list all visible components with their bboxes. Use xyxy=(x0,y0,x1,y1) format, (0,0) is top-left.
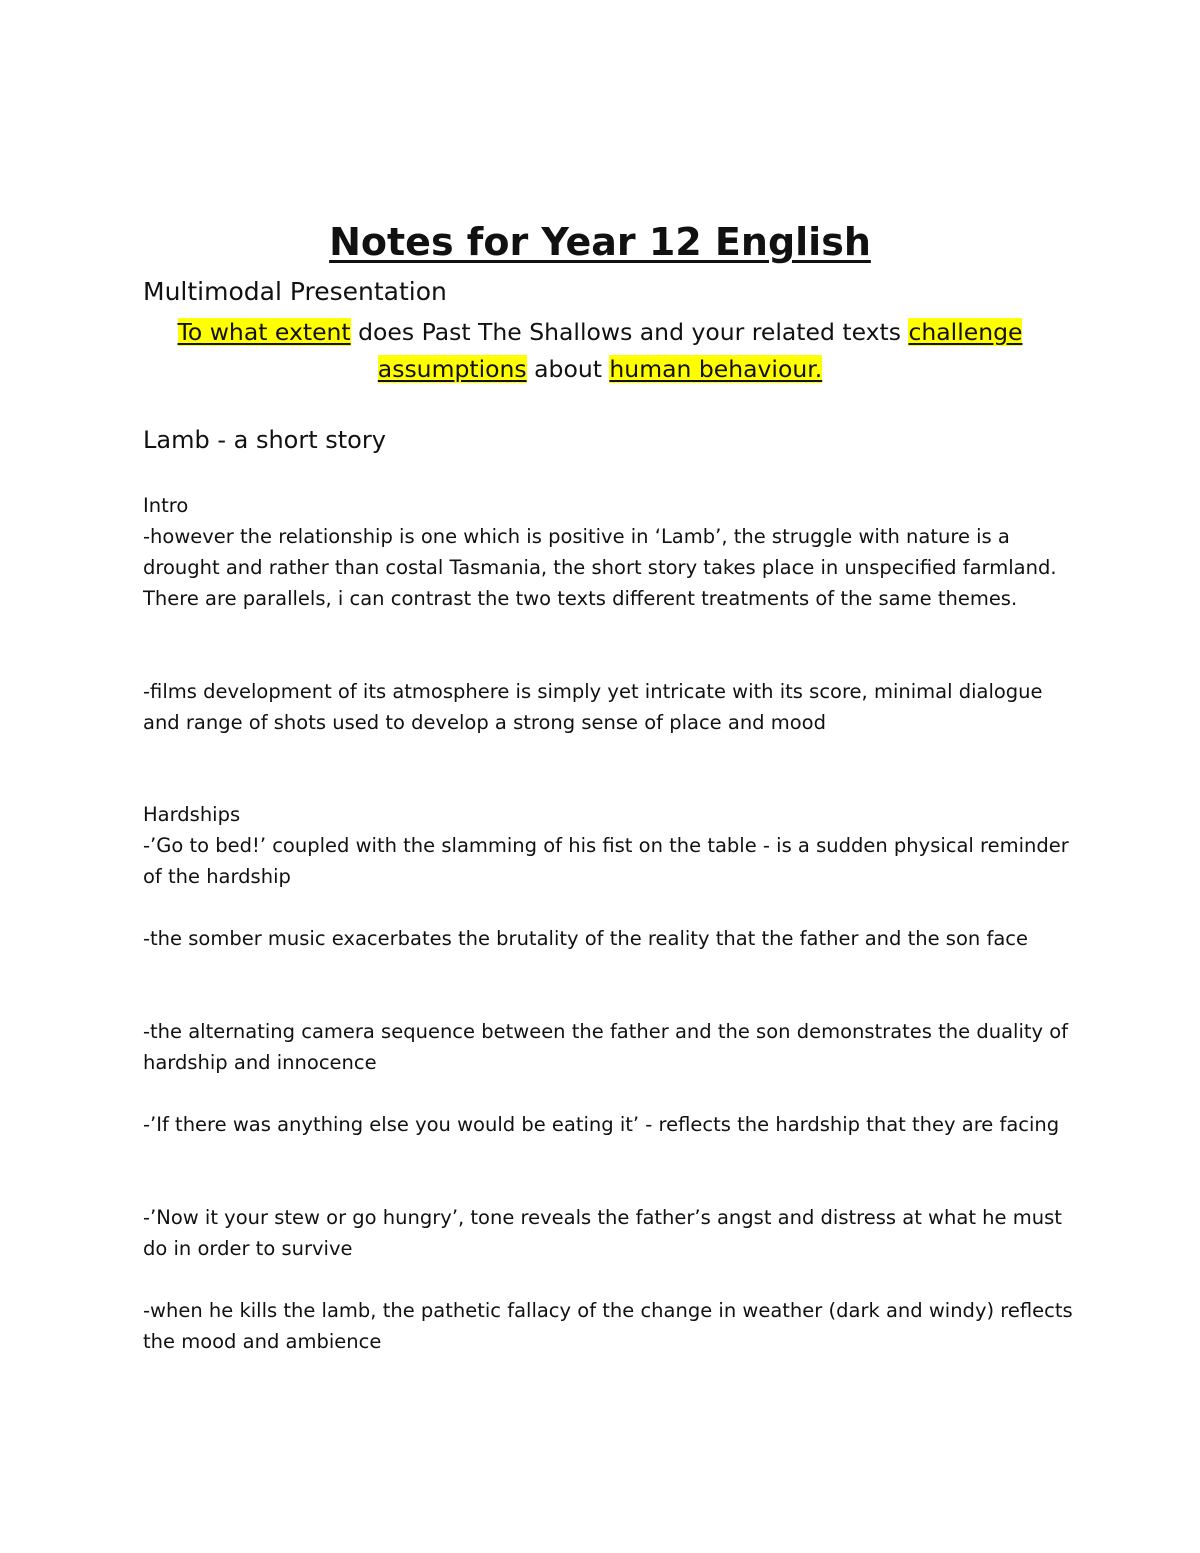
intro-heading: Intro xyxy=(143,494,189,517)
hardships-paragraph-3: -the alternating camera sequence between the father and the son demonstrates the duality of hardship and innocence xyxy=(143,1020,1069,1074)
intro-paragraph-1: -however the relationship is one which is positive in ‘Lamb’, the struggle with nature is a drought and rather than costal Tasmania, the short story takes place in unspecified farmland. There are parallels, i can contrast the two texts different treatments of the same themes. xyxy=(143,525,1057,610)
subtitle: Multimodal Presentation xyxy=(143,277,447,306)
highlight-challenge-assumptions: challenge assumptions xyxy=(377,318,1023,383)
hardships-paragraph-2: -the somber music exacerbates the brutality of the reality that the father and the son face xyxy=(143,927,1028,950)
question-text-2: about xyxy=(526,355,610,383)
intro-paragraph-2: -films development of its atmosphere is simply yet intricate with its score, minimal dialogue and range of shots used to develop a strong sense of place and mood xyxy=(143,680,1043,734)
hardships-paragraph-5: -’Now it your stew or go hungry’, tone reveals the father’s angst and distress at what he must do in order to survive xyxy=(143,1206,1062,1260)
page-title: Notes for Year 12 English xyxy=(329,220,871,264)
hardships-paragraph-4: -’If there was anything else you would be eating it’ - reflects the hardship that they are facing xyxy=(143,1113,1060,1136)
highlight-human-behaviour: human behaviour. xyxy=(609,355,823,383)
highlight-to-what-extent: To what extent xyxy=(177,318,351,346)
question-text-1: does Past The Shallows and your related texts xyxy=(350,318,909,346)
hardships-paragraph-1: -’Go to bed!’ coupled with the slamming of his fist on the table - is a sudden physical reminder of the hardship xyxy=(143,834,1069,888)
hardships-paragraph-6: -when he kills the lamb, the pathetic fallacy of the change in weather (dark and windy) reflects the mood and ambience xyxy=(143,1299,1073,1353)
story-heading: Lamb - a short story xyxy=(143,426,386,454)
hardships-heading: Hardships xyxy=(143,803,241,826)
essay-question xyxy=(100,314,1100,388)
